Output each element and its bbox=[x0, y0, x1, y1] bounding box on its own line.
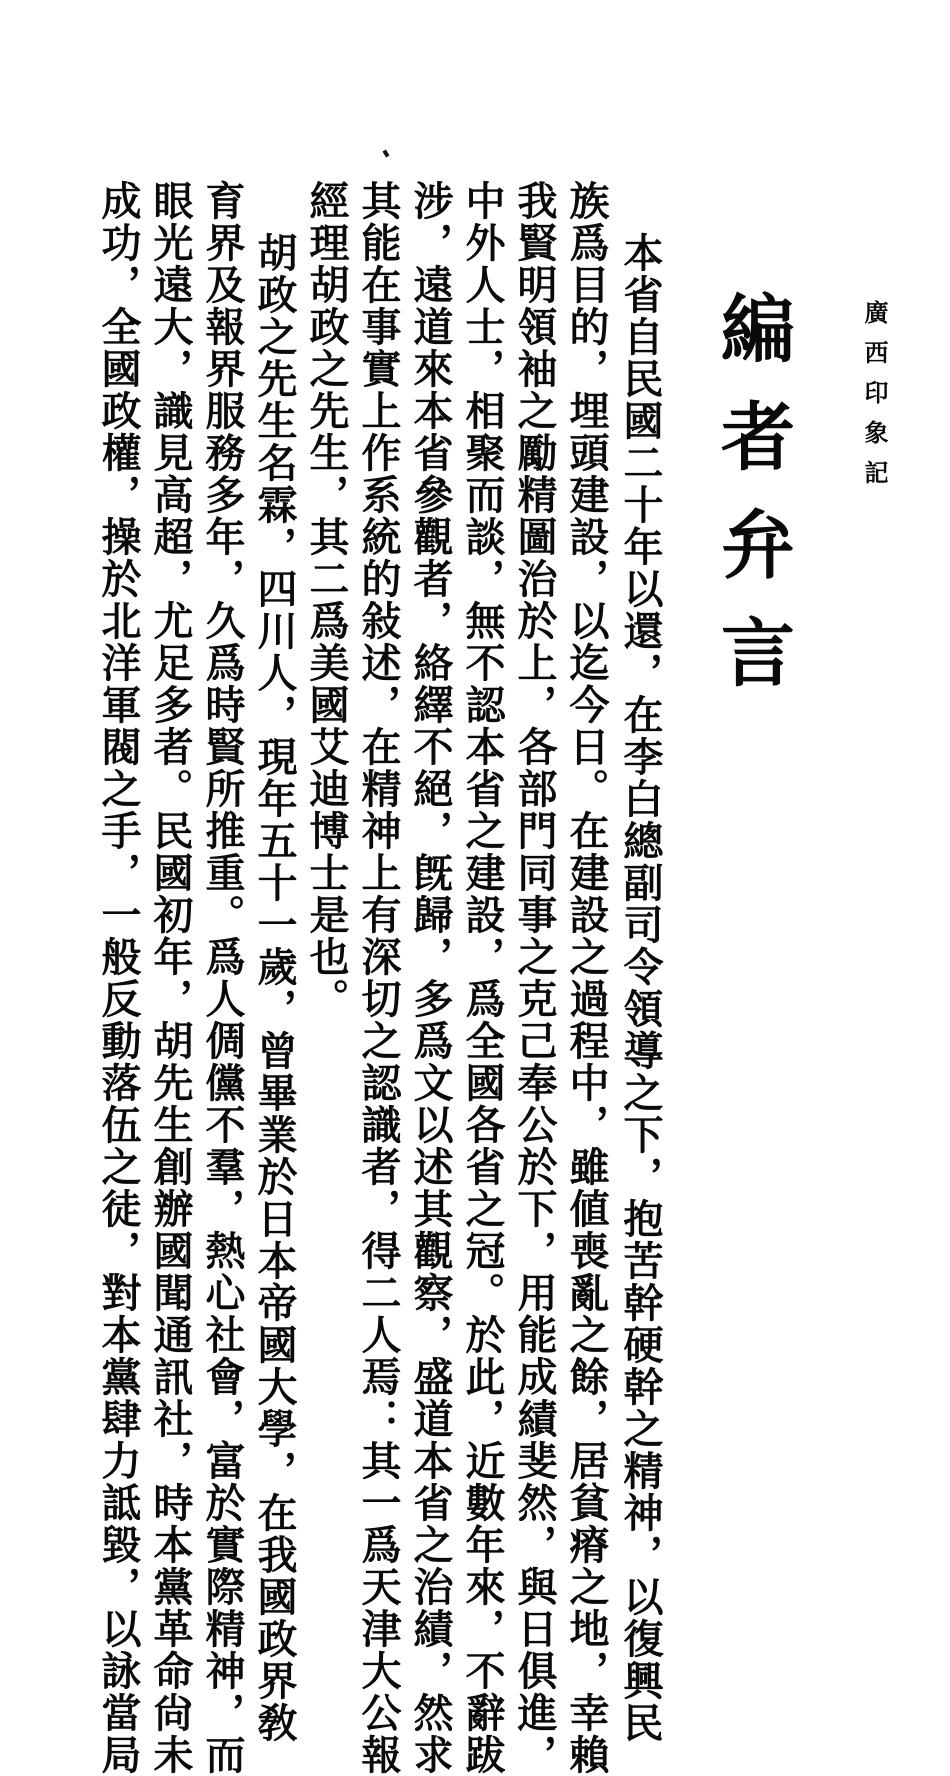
text-column-7: 經理胡政之先生，其二爲美國艾迪博士是也。 bbox=[303, 180, 350, 1020]
text-column-10: 眼光遠大，識見高超，尤足多者。民國初年，胡先生創辦國聞通訊社，時本黨革命尙未 bbox=[147, 180, 194, 1776]
text-column-9: 育界及報界服務多年，久爲時賢所推重。爲人倜儻不羣，熱心社會，富於實際精神，而 bbox=[199, 180, 246, 1776]
text-column-4: 中外人士，相聚而談，無不認本省之建設，爲全國各省之冠。於此，近數年來，不辭跋 bbox=[459, 180, 506, 1776]
text-column-8: 胡政之先生名霖，四川人，現年五十一歲，曾畢業於日本帝國大學，在我國政界敎 bbox=[251, 232, 298, 1744]
text-column-6: 其能在事實上作系統的敍述，在精神上有深切之認識者，得二人焉：其一爲天津大公報 bbox=[355, 180, 402, 1776]
running-header: 廣西印象記 bbox=[860, 300, 889, 500]
text-column-3: 我賢明領袖之勵精圖治於上，各部門同事之克己奉公於下，用能成績斐然，與日俱進， bbox=[511, 180, 558, 1776]
text-column-5: 涉，遠道來本省參觀者，絡繹不絕，旣歸，多爲文以述其觀察，盛道本省之治績，然求 bbox=[407, 180, 454, 1776]
text-column-1: 本省自民國二十年以還，在李白總副司令領導之下，抱苦幹硬幹之精神，以復興民 bbox=[617, 232, 664, 1744]
text-column-2: 族爲目的，埋頭建設，以迄今日。在建設之過程中，雖値喪亂之餘，居貧瘠之地，幸賴 bbox=[563, 180, 610, 1776]
text-column-11: 成功，全國政權，操於北洋軍閥之手，一般反動落伍之徒，對本黨肆力詆毀，以詠當局 bbox=[95, 180, 142, 1776]
stray-ink-mark bbox=[383, 149, 390, 157]
page-title: 編者弁言 bbox=[709, 290, 795, 722]
